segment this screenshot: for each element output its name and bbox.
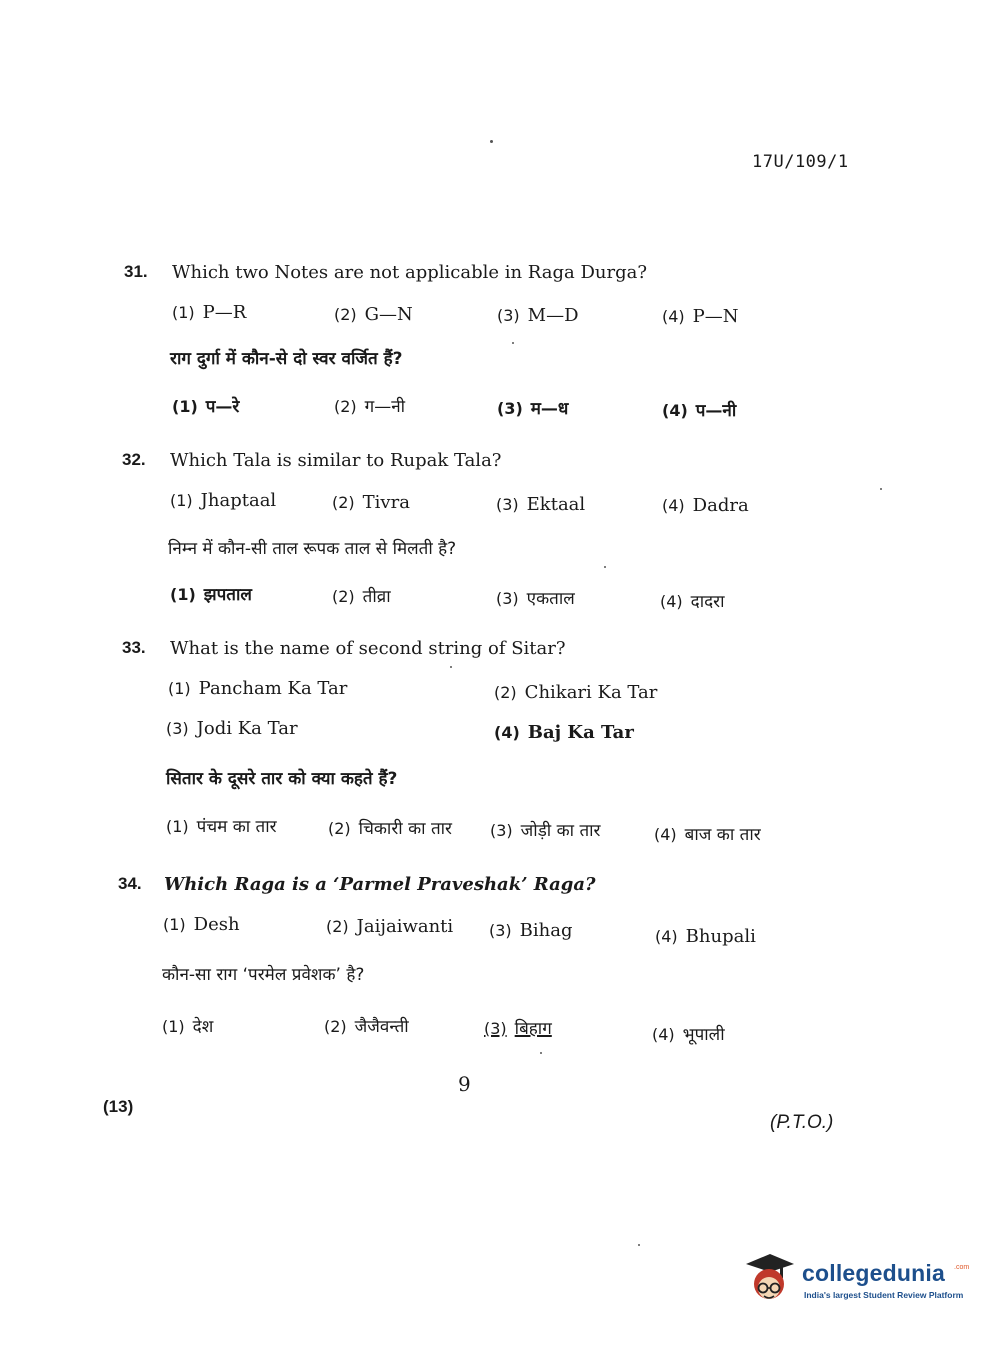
option-number: (3): [497, 399, 523, 418]
option-number: (2): [494, 683, 517, 702]
option-4-hindi: [662, 398, 736, 421]
option-label: Jaijaiwanti: [356, 916, 454, 937]
option-number: (3): [496, 589, 519, 608]
option-number: (2): [328, 819, 351, 838]
option-2-hindi: [332, 584, 391, 607]
option-label: Bhupali: [685, 926, 756, 947]
question-text-hindi: निम्न में कौन-सी ताल रूपक ताल से मिलती है?: [168, 539, 457, 559]
scan-speck: [450, 666, 452, 668]
option-number: (4): [660, 592, 683, 611]
question-number: 34.: [118, 874, 142, 893]
brand-tagline: India's largest Student Review Platform: [804, 1290, 964, 1300]
question-text-hindi: सितार के दूसरे तार को क्या कहते हैं?: [166, 769, 398, 789]
option-4-hindi: [654, 822, 761, 845]
option-1: [163, 914, 240, 935]
mascot-icon: [742, 1250, 800, 1308]
question-text-hindi: राग दुर्गा में कौन-से दो स्वर वर्जित हैं?: [170, 349, 403, 369]
footer-code: (13): [103, 1097, 134, 1116]
option-4: [662, 495, 749, 516]
option-number: (2): [332, 587, 355, 606]
option-label: Dadra: [692, 495, 749, 516]
option-number: (4): [662, 496, 685, 515]
option-2: [334, 304, 413, 325]
scan-speck: [490, 140, 493, 143]
option-number: (1): [172, 303, 195, 322]
question-number: 31.: [124, 262, 148, 281]
option-number: (1): [170, 491, 193, 510]
option-label: बिहाग: [514, 1019, 552, 1039]
option-2-hindi: [328, 816, 452, 839]
option-label: Bihag: [519, 920, 573, 941]
option-2: [326, 916, 453, 937]
page-number: 9: [458, 1072, 471, 1096]
option-label: जोड़ी का तार: [520, 821, 601, 841]
option-number: (4): [652, 1025, 675, 1044]
option-label: Jhaptaal: [200, 490, 277, 511]
option-number: (4): [662, 401, 688, 420]
option-number: (3): [484, 1019, 507, 1038]
option-3: [489, 920, 573, 941]
scan-speck: [880, 488, 882, 490]
option-3-hindi: [496, 586, 575, 609]
option-number: (4): [662, 307, 685, 326]
option-1: [172, 302, 246, 323]
option-label: M—D: [527, 305, 579, 326]
question-number: 33.: [122, 638, 146, 657]
scan-speck: [638, 1244, 640, 1246]
option-label: Desh: [193, 914, 240, 935]
option-label: भूपाली: [682, 1025, 725, 1045]
option-label: झपताल: [203, 585, 252, 605]
option-label: Chikari Ka Tar: [524, 682, 658, 703]
option-1-hindi: [170, 582, 252, 605]
question-text: Which Raga is a ‘Parmel Praveshak’ Raga?: [164, 874, 596, 895]
option-1: [168, 678, 347, 699]
option-number: (1): [166, 817, 189, 836]
option-3: [497, 305, 579, 326]
option-3-hindi: [497, 396, 568, 419]
option-label: पंचम का तार: [196, 817, 277, 837]
option-2: [494, 682, 657, 703]
option-number: (3): [496, 495, 519, 514]
question-text: Which Tala is similar to Rupak Tala?: [170, 450, 502, 471]
option-3-hindi: [490, 818, 601, 841]
scan-speck: [604, 566, 606, 568]
option-4: [494, 722, 634, 743]
option-label: प—रे: [205, 397, 240, 417]
scan-speck: [540, 1052, 542, 1054]
option-3-hindi-underlined: [484, 1016, 552, 1039]
option-label: तीव्रा: [362, 587, 391, 607]
option-number: (2): [334, 305, 357, 324]
option-number: (1): [170, 585, 196, 604]
option-label: म—ध: [530, 399, 569, 419]
question-text: What is the name of second string of Sitar?: [170, 638, 566, 659]
option-number: (3): [497, 306, 520, 325]
option-3: [496, 494, 585, 515]
collegedunia-watermark: [742, 1250, 972, 1310]
option-1: [170, 490, 276, 511]
option-1-hindi: [172, 394, 239, 417]
option-1-hindi: [166, 814, 277, 837]
brand-name: collegedunia: [802, 1260, 945, 1286]
option-label: बाज का तार: [684, 825, 761, 845]
paper-code: 17U/109/1: [752, 152, 849, 172]
brand-suffix: .com: [954, 1264, 970, 1271]
option-4-hindi: [652, 1022, 725, 1045]
option-number: (2): [326, 917, 349, 936]
option-label: एकताल: [526, 589, 575, 609]
option-number: (1): [163, 915, 186, 934]
option-label: P—N: [692, 306, 739, 327]
option-4: [655, 926, 756, 947]
option-3: [166, 718, 298, 739]
option-2: [332, 492, 410, 513]
scan-speck: [512, 342, 514, 344]
option-2-hindi: [324, 1014, 409, 1037]
option-number: (3): [490, 821, 513, 840]
option-number: (2): [324, 1017, 347, 1036]
option-label: चिकारी का तार: [358, 819, 452, 839]
option-label: Tivra: [362, 492, 410, 513]
option-label: G—N: [364, 304, 413, 325]
option-1-hindi: [162, 1014, 213, 1037]
option-number: (1): [172, 397, 198, 416]
option-label: Pancham Ka Tar: [198, 678, 348, 699]
option-label: Jodi Ka Tar: [196, 718, 298, 739]
pto-label: (P.T.O.): [770, 1112, 834, 1133]
question-number: 32.: [122, 450, 146, 469]
option-label: Baj Ka Tar: [527, 722, 634, 743]
option-label: देश: [192, 1017, 214, 1037]
option-4: [662, 306, 739, 327]
option-number: (4): [654, 825, 677, 844]
option-label: दादरा: [690, 592, 725, 612]
option-label: प—नी: [695, 401, 737, 421]
option-label: P—R: [202, 302, 247, 323]
option-number: (3): [489, 921, 512, 940]
option-number: (1): [168, 679, 191, 698]
option-number: (1): [162, 1017, 185, 1036]
option-label: Ektaal: [526, 494, 586, 515]
option-number: (2): [334, 397, 357, 416]
question-text: Which two Notes are not applicable in Raga Durga?: [172, 262, 648, 283]
question-text-hindi: कौन-सा राग ‘परमेल प्रवेशक’ है?: [162, 965, 365, 985]
option-number: (4): [655, 927, 678, 946]
option-number: (2): [332, 493, 355, 512]
option-number: (3): [166, 719, 189, 738]
option-2-hindi: [334, 394, 405, 417]
option-label: ग—नी: [364, 397, 406, 417]
option-4-hindi: [660, 589, 725, 612]
option-number: (4): [494, 723, 520, 742]
option-label: जैजैवन्ती: [354, 1017, 409, 1037]
